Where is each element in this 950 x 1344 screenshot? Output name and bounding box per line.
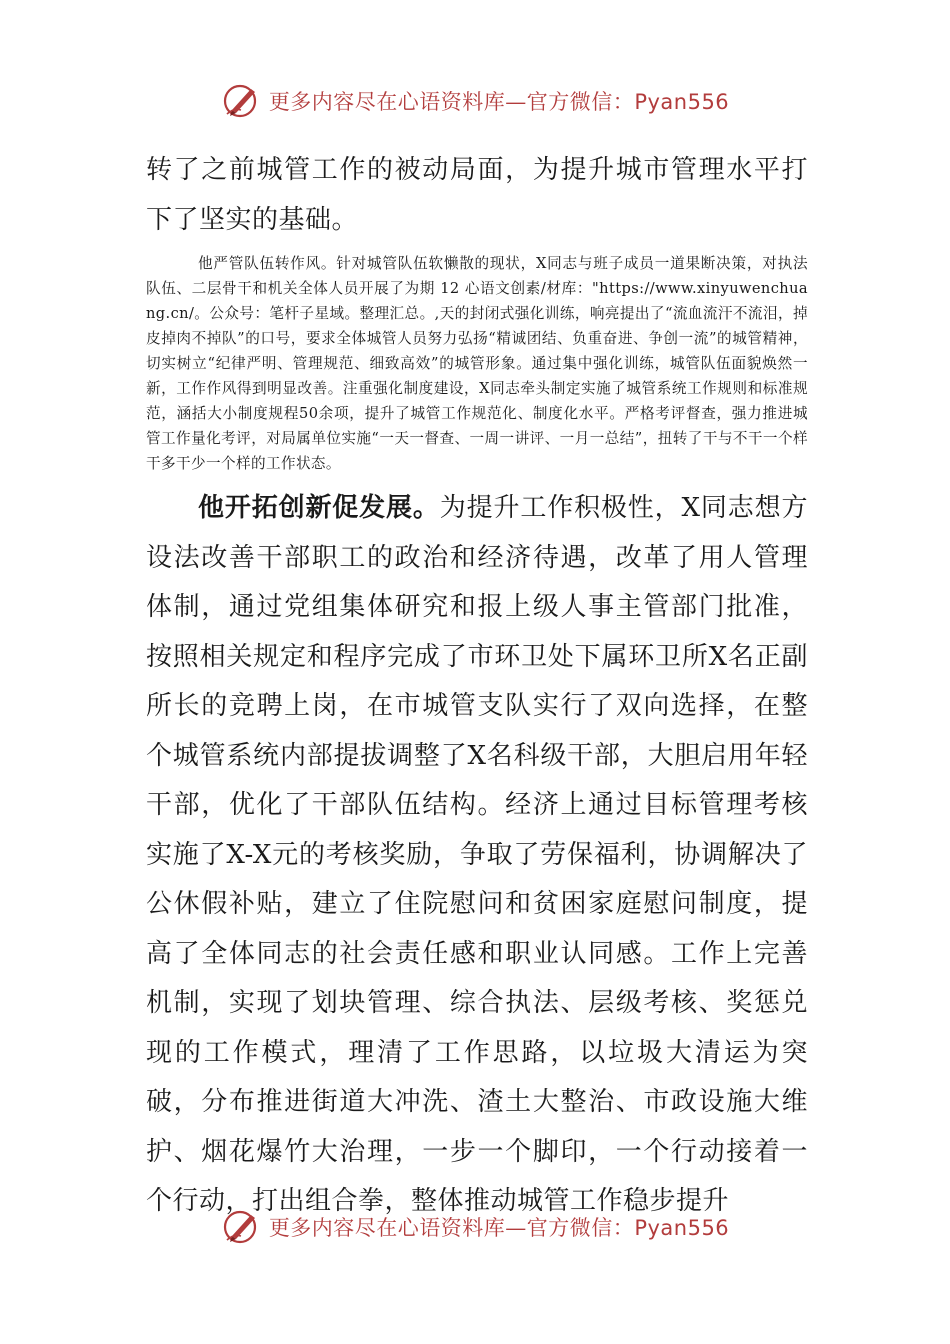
paragraph-innovation-heading: 他开拓创新促发展。	[198, 493, 440, 523]
footer-banner-label: 更多内容尽在心语资料库—官方微信：	[268, 1216, 635, 1240]
pen-logo-icon	[221, 1206, 263, 1248]
header-banner	[0, 78, 950, 124]
footer-banner	[0, 1204, 950, 1250]
paragraph-innovation-text: 为提升工作积极性，X同志想方设法改善干部职工的政治和经济待遇，改革了用人管理体制，通过党组集体研究和报上级人事主管部门批准，按照相关规定和程序完成了市环卫处下属环卫所X名正副所长的竞聘上岗，在市城管支队实行了双向选择，在整个城管系统内部提拔调整了X名科级干部，大胆启用年轻干部，优化了干部队伍结构。经济上通过目标管理考核实施了X-X元的考核奖励，争取了劳保福利，协调解决了公休假补贴，建立了住院慰问和贫困家庭慰问制度，提高了全体同志的社会责任感和职业认同感。工作上完善机制，实现了划块管理、综合执法、层级考核、奖惩兑现的工作模式，理清了工作思路，以垃圾大清运为突破，分布推进街道大冲洗、渣土大整治、市政设施大维护、烟花爆竹大治理，一步一个脚印，一个行动接着一个行动，打出组合拳，整体推动城管工作稳步提升	[146, 493, 808, 1216]
header-banner-wechat-id: Pyan556	[634, 90, 730, 114]
footer-banner-text	[269, 1212, 729, 1242]
header-banner-text	[269, 86, 729, 116]
document-body	[146, 146, 808, 1227]
paragraph-innovation	[146, 484, 808, 1227]
footer-banner-wechat-id: Pyan556	[634, 1216, 730, 1240]
pen-logo-icon	[221, 80, 263, 122]
paragraph-continuation: 转了之前城管工作的被动局面，为提升城市管理水平打下了坚实的基础。	[146, 155, 808, 235]
header-banner-label: 更多内容尽在心语资料库—官方微信：	[268, 90, 635, 114]
paragraph-discipline: 他严管队伍转作风。针对城管队伍软懒散的现状，X同志与班子成员一道果断决策，对执法队伍、二层骨干和机关全体人员开展了为期 12 心语文创素/材库："https://www.xinyuwenchuang.cn/。公众号：笔杆子星域。整理汇总。,天的封闭式强化训练，响亮提出了“流血流汗不流泪，掉皮掉肉不掉队”的口号，要求全体城管人员努力弘扬“精诚团结、负重奋进、争创一流”的城管精神，切实树立“纪律严明、管理规范、细致高效”的城管形象。通过集中强化训练，城管队伍面貌焕然一新，工作作风得到明显改善。注重强化制度建设，X同志牵头制定实施了城管系统工作规则和标准规范，涵括大小制度规程50余项，提升了城管工作规范化、制度化水平。严格考评督查，强力推进城管工作量化考评，对局属单位实施“一天一督查、一周一讲评、一月一总结”，扭转了干与不干一个样干多干少一个样的工作状态。	[146, 255, 808, 472]
